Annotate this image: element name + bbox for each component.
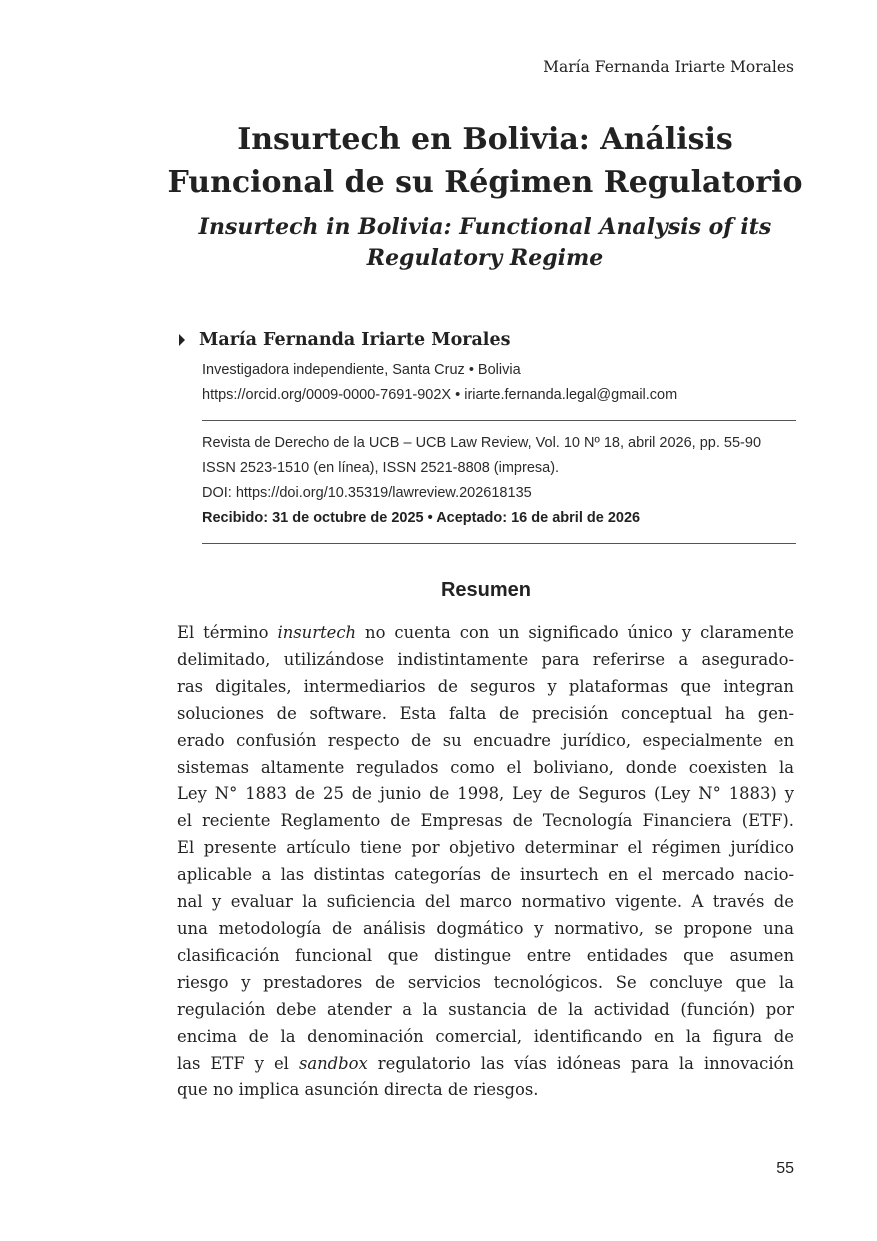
abstract-line: clasificación funcional que distingue entre entidades que asumen	[177, 945, 794, 965]
abstract-line: nal y evaluar la suficiencia del marco normativo vigente. A través de	[177, 892, 794, 912]
divider-top	[202, 420, 796, 421]
abstract-line: riesgo y prestadores de servicios tecnológicos. Se concluye que la	[177, 972, 794, 992]
publication-info	[202, 431, 796, 531]
title-en-line-2: Regulatory Regime	[366, 245, 604, 271]
abstract-line: que no implica asunción directa de riesgos.	[177, 1080, 539, 1100]
abstract-line: el reciente Reglamento de Empresas de Tecnología Financiera (ETF).	[177, 811, 794, 831]
abstract-line: El presente artículo tiene por objetivo determinar el régimen jurídico	[177, 838, 794, 858]
title-es-line-2: Funcional de su Régimen Regulatorio	[167, 165, 803, 200]
abstract-heading: Resumen	[440, 579, 532, 601]
abstract-italic-term: insurtech	[277, 623, 357, 642]
abstract-body	[177, 620, 794, 1104]
title-block	[150, 118, 820, 274]
abstract-line: ras digitales, intermediarios de seguros y plataformas que integran	[177, 676, 794, 696]
abstract-line: erado confusión respecto de su encuadre jurídico, especialmente en	[177, 730, 794, 750]
author-name: María Fernanda Iriarte Morales	[199, 330, 511, 350]
author-contact[interactable]: https://orcid.org/0009-0000-7691-902X • iriarte.fernanda.legal@gmail.com	[202, 387, 678, 403]
abstract-line: una metodología de análisis dogmático y normativo, se propone una	[177, 918, 794, 938]
title-es-line-1: Insurtech en Bolivia: Análisis	[237, 122, 733, 157]
divider-bottom	[202, 543, 796, 544]
abstract-line: sistemas altamente regulados como el boliviano, donde coexisten la	[177, 757, 794, 777]
article-title-en	[150, 212, 820, 274]
title-en-line-1: Insurtech in Bolivia: Functional Analysis of its	[198, 214, 772, 240]
running-head: María Fernanda Iriarte Morales	[543, 58, 794, 76]
issn-line: ISSN 2523-1510 (en línea), ISSN 2521-8808 (impresa).	[202, 460, 560, 476]
abstract-line: delimitado, utilizándose indistintamente para referirse a asegurado-	[177, 649, 794, 669]
page-number: 55	[776, 1160, 794, 1177]
doi-line[interactable]: DOI: https://doi.org/10.35319/lawreview.202618135	[202, 485, 532, 501]
triangle-bullet-icon	[179, 334, 185, 346]
abstract-italic-term: sandbox	[298, 1053, 368, 1073]
abstract-line: encima de la denominación comercial, identificando en la figura de	[177, 1026, 794, 1046]
author-block	[176, 330, 796, 544]
abstract-line: regulación debe atender a la sustancia de la actividad (función) por	[177, 999, 794, 1019]
abstract-line: aplicable a las distintas categorías de insurtech en el mercado nacio-	[177, 865, 794, 885]
abstract-line: soluciones de software. Esta falta de precisión conceptual ha gen-	[177, 703, 794, 723]
author-line	[176, 330, 796, 350]
dates-line: Recibido: 31 de octubre de 2025 • Aceptado: 16 de abril de 2026	[202, 510, 641, 526]
abstract-line: El término insurtech no cuenta con un significado único y claramente	[177, 623, 794, 642]
journal-citation: Revista de Derecho de la UCB – UCB Law Review, Vol. 10 Nº 18, abril 2026, pp. 55-90	[202, 435, 762, 451]
article-title-es	[150, 118, 820, 204]
abstract-line: las ETF y el sandbox regulatorio las vías idóneas para la innovación	[177, 1053, 794, 1073]
abstract-line: Ley N° 1883 de 25 de junio de 1998, Ley de Seguros (Ley N° 1883) y	[177, 784, 794, 804]
author-affiliation: Investigadora independiente, Santa Cruz • Bolivia	[202, 362, 521, 378]
